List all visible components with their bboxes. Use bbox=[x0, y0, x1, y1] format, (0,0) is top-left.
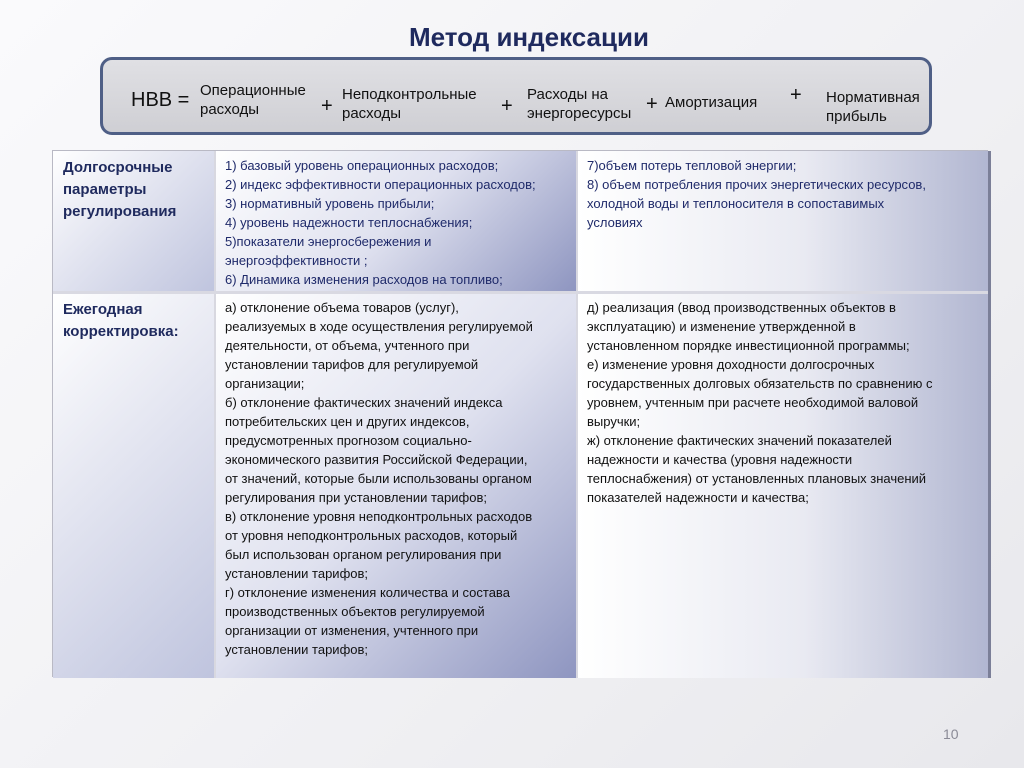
row-header-long-term: Долгосрочные параметры регулирования bbox=[53, 151, 215, 291]
column-divider bbox=[214, 151, 216, 678]
plus-sign: + bbox=[321, 95, 333, 117]
annual-list-right: д) реализация (ввод производственных объектов в эксплуатацию) и изменение утвержденной в установленном порядке инвестиционной программы; е) изменение уровня доходности долгосрочных государственных долговых обязательств по сравнению с уровнем, учтенным при расчете необходимой валовой выручки; ж) отклонение фактических значений показателей надежности и качества (уровня надежности теплоснабжения) от установленных плановых значений показателей надежности и качества; bbox=[577, 294, 989, 678]
row-header-annual: Ежегодная корректировка: bbox=[53, 294, 215, 678]
term-energy: Расходы на энергоресурсы bbox=[527, 86, 632, 122]
plus-sign: + bbox=[790, 84, 802, 106]
long-term-list-right: 7)объем потерь тепловой энергии; 8) объем потребления прочих энергетических ресурсов, холодной воды и теплоносителя в сопоставимых условиях bbox=[577, 151, 989, 291]
row-divider bbox=[53, 291, 989, 294]
term-uncontrolled: Неподконтрольные расходы bbox=[342, 86, 477, 122]
term-operational: Операционные расходы bbox=[200, 82, 306, 118]
slide-title: Метод индексации bbox=[409, 22, 649, 52]
long-term-list-left: 1) базовый уровень операционных расходов; 2) индекс эффективности операционных расходов; 3) нормативный уровень прибыли; 4) уровень надежности теплоснабжения; 5)показатели энергосбережения и энергоэффективности ; 6) Динамика изменения расходов на топливо; bbox=[215, 151, 577, 291]
formula-lhs: НВВ = bbox=[131, 89, 190, 111]
term-profit: Нормативная прибыль bbox=[826, 89, 920, 125]
parameters-table bbox=[52, 150, 988, 677]
annual-list-left: а) отклонение объема товаров (услуг), реализуемых в ходе осуществления регулируемой деятельности, от объема, учтенного при установлении тарифов для регулируемой организации; б) отклонение фактических значений индекса потребительских цен и других индексов, предусмотренных прогнозом социально- экономического развития Российской Федерации, от значений, которые были использованы органом регулирования при установлении тарифов; в) отклонение уровня неподконтрольных расходов от уровня неподконтрольных расходов, который был использован органом регулирования при установлении тарифов; г) отклонение изменения количества и состава производственных объектов регулируемой организации от изменения, учтенного при установлении тарифов; bbox=[215, 294, 577, 678]
page-number: 10 bbox=[943, 726, 959, 742]
plus-sign: + bbox=[501, 95, 513, 117]
formula-box bbox=[100, 57, 932, 135]
plus-sign: + bbox=[646, 93, 658, 115]
column-divider bbox=[576, 151, 578, 678]
term-amortization: Амортизация bbox=[665, 94, 758, 111]
table-right-edge bbox=[988, 151, 991, 678]
